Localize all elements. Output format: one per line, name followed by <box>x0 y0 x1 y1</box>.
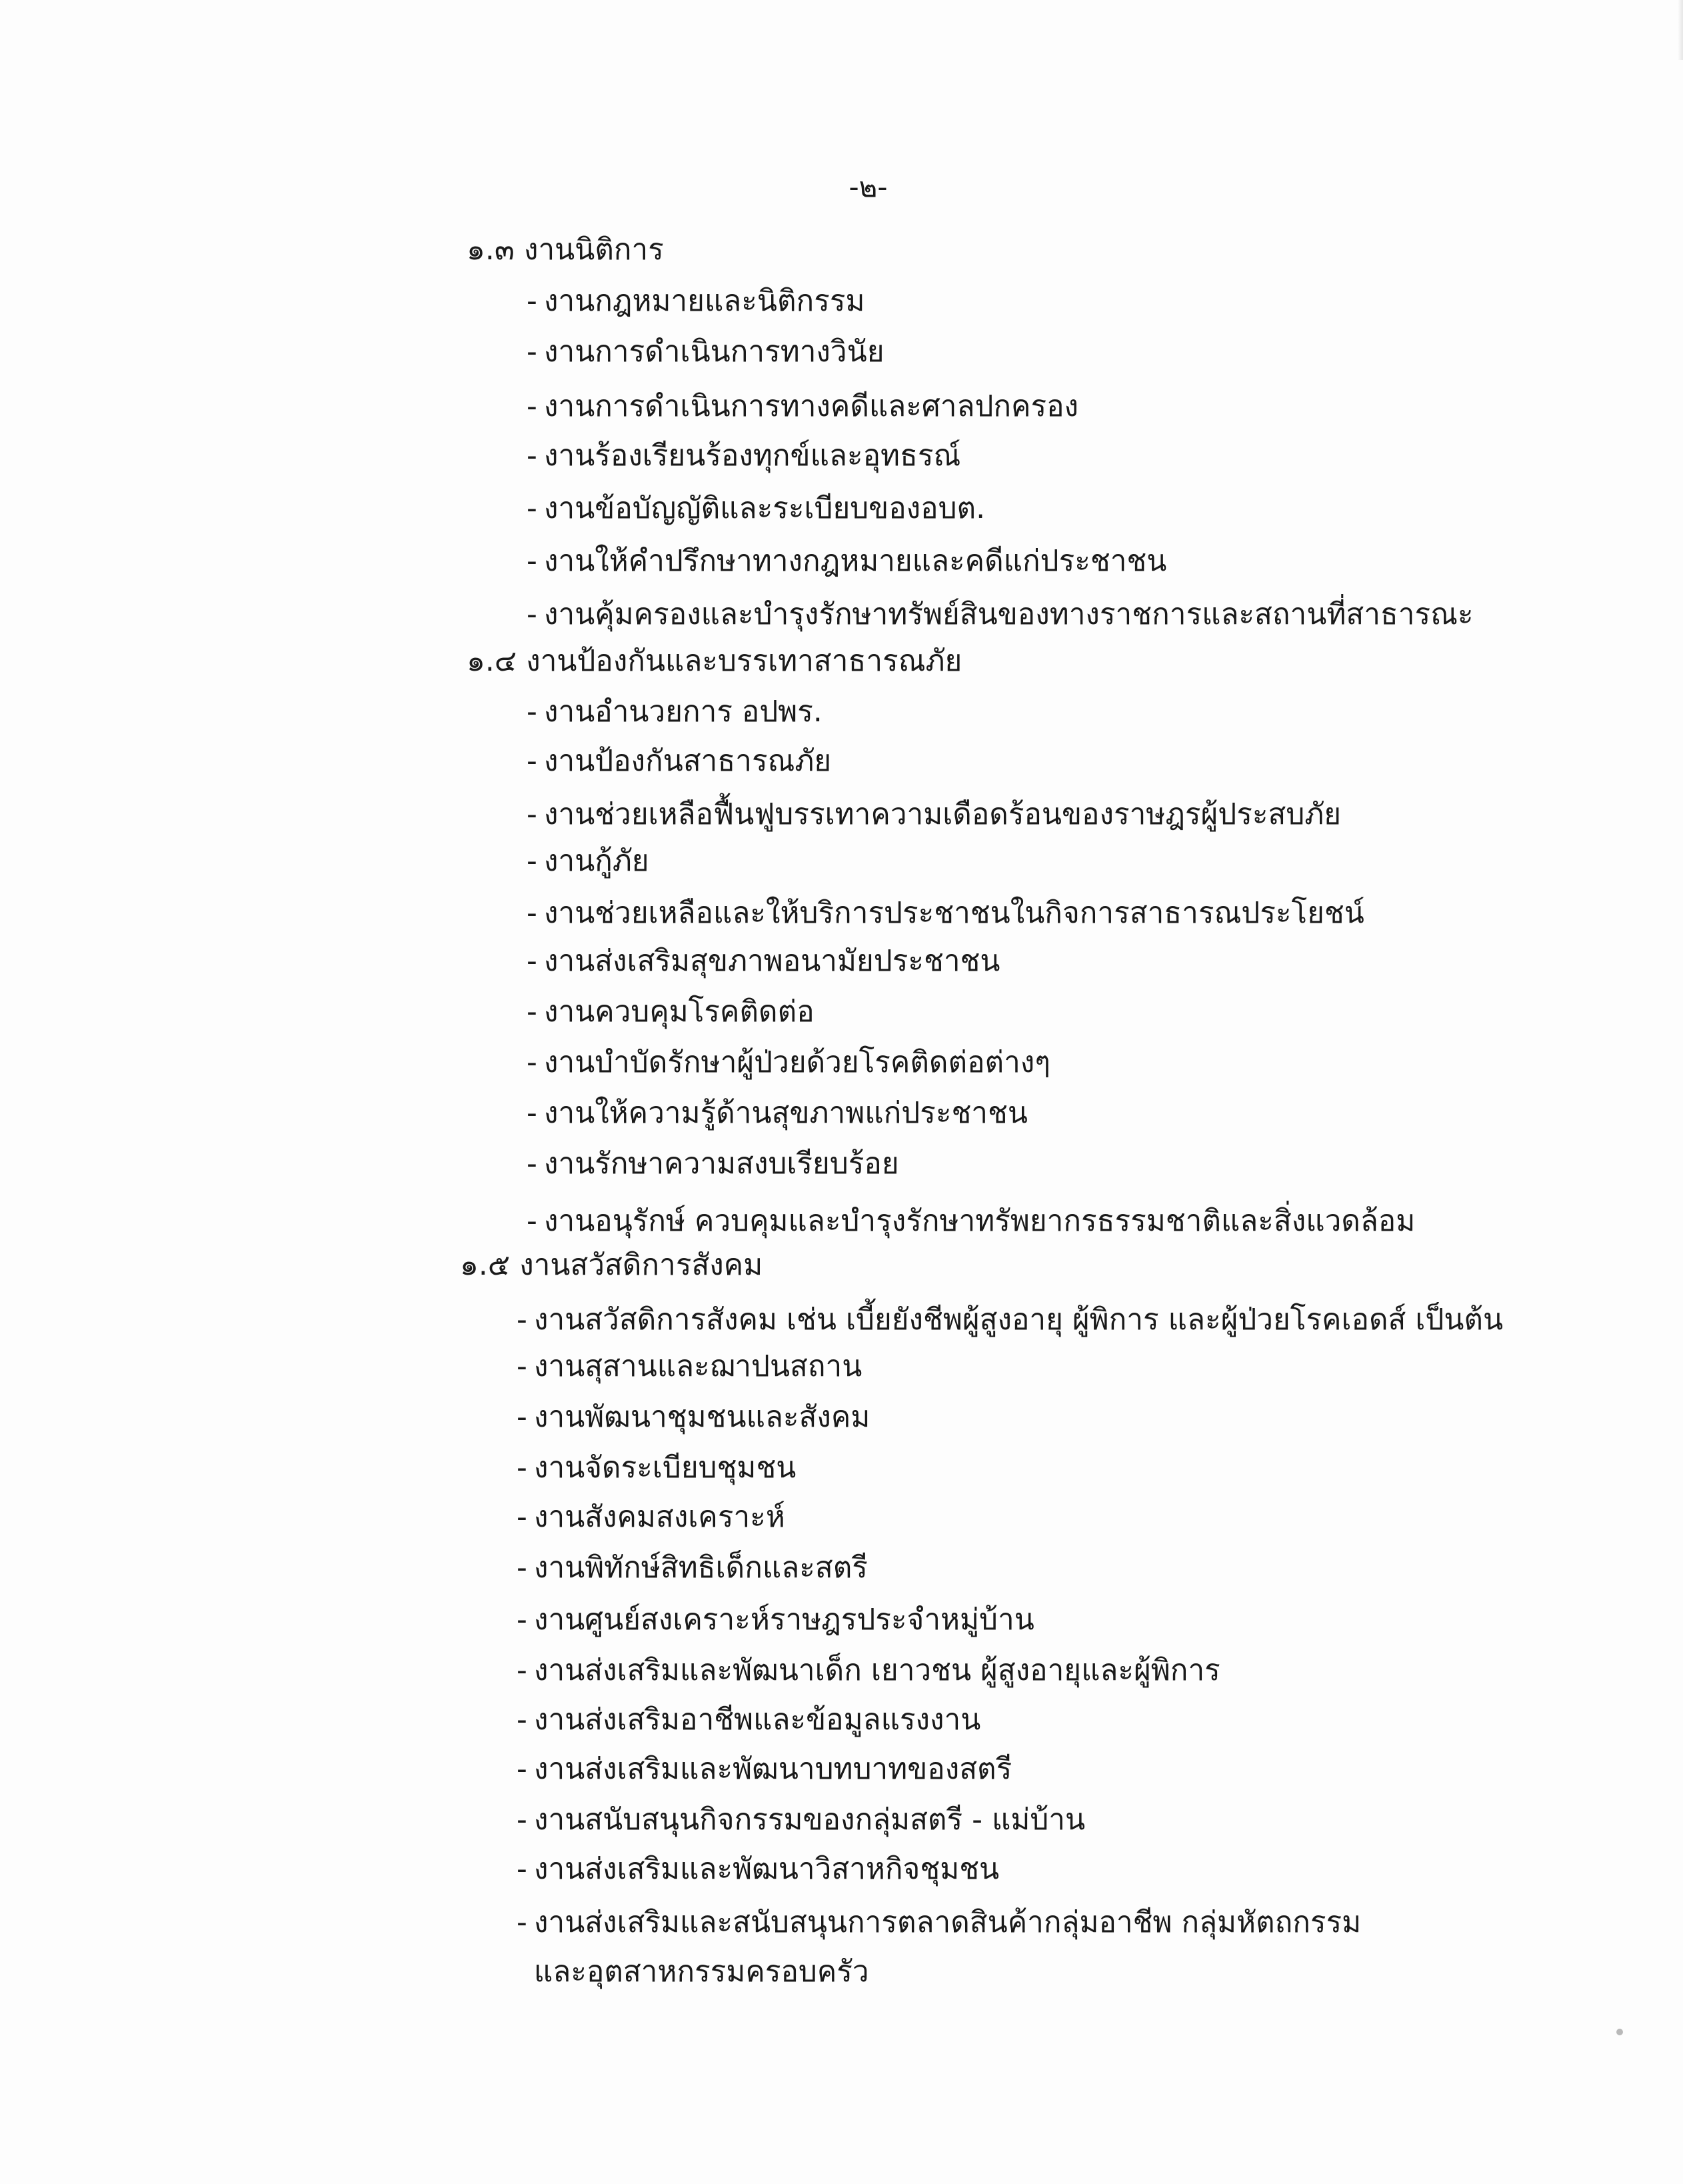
section-heading-1-4: ๑.๔ งานป้องกันและบรรเทาสาธารณภัย <box>467 644 962 678</box>
list-item: - งานส่งเสริมและพัฒนาบทบาทของสตรี <box>517 1752 1012 1786</box>
list-item: - งานส่งเสริมและพัฒนาเด็ก เยาวชน ผู้สูงอายุและผู้พิการ <box>517 1653 1220 1687</box>
list-item: - งานสังคมสงเคราะห์ <box>517 1500 785 1534</box>
list-item-continuation: และอุตสาหกรรมครอบครัว <box>534 1955 869 1989</box>
list-item: - งานควบคุมโรคติดต่อ <box>527 995 815 1029</box>
list-item: - งานคุ้มครองและบำรุงรักษาทรัพย์สินของทางราชการและสถานที่สาธารณะ <box>527 597 1474 631</box>
list-item: - งานอนุรักษ์ ควบคุมและบำรุงรักษาทรัพยากรธรรมชาติและสิ่งแวดล้อม <box>527 1204 1416 1238</box>
list-item: - งานให้คำปรึกษาทางกฎหมายและคดีแก่ประชาชน <box>527 544 1167 578</box>
list-item: - งานสนับสนุนกิจกรรมของกลุ่มสตรี - แม่บ้าน <box>517 1803 1086 1837</box>
list-item: - งานช่วยเหลือฟื้นฟูบรรเทาความเดือดร้อนของราษฎรผู้ประสบภัย <box>527 797 1342 831</box>
list-item: - งานศูนย์สงเคราะห์ราษฎรประจำหมู่บ้าน <box>517 1603 1034 1637</box>
list-item: - งานส่งเสริมอาชีพและข้อมูลแรงงาน <box>517 1703 981 1737</box>
list-item: - งานการดำเนินการทางคดีและศาลปกครอง <box>527 389 1079 423</box>
list-item: - งานบำบัดรักษาผู้ป่วยด้วยโรคติดต่อต่างๆ <box>527 1045 1050 1079</box>
list-item: - งานกู้ภัย <box>527 844 649 878</box>
list-item: - งานพัฒนาชุมชนและสังคม <box>517 1400 870 1434</box>
list-item: - งานส่งเสริมสุขภาพอนามัยประชาชน <box>527 944 1000 978</box>
list-item: - งานส่งเสริมและสนับสนุนการตลาดสินค้ากลุ่มอาชีพ กลุ่มหัตถกรรม <box>517 1905 1362 1939</box>
section-heading-1-5: ๑.๕ งานสวัสดิการสังคม <box>460 1248 763 1282</box>
list-item: - งานพิทักษ์สิทธิเด็กและสตรี <box>517 1551 868 1585</box>
list-item: - งานอำนวยการ อปพร. <box>527 695 823 729</box>
list-item: - งานสวัสดิการสังคม เช่น เบี้ยยังชีพผู้สูงอายุ ผู้พิการ และผู้ป่วยโรคเอดส์ เป็นต้น <box>517 1303 1504 1337</box>
list-item: - งานสุสานและฌาปนสถาน <box>517 1349 862 1383</box>
list-item: - งานรักษาความสงบเรียบร้อย <box>527 1147 899 1181</box>
list-item: - งานช่วยเหลือและให้บริการประชาชนในกิจการสาธารณประโยชน์ <box>527 896 1364 930</box>
scan-edge-shadow <box>1678 0 1683 60</box>
list-item: - งานจัดระเบียบชุมชน <box>517 1451 797 1485</box>
list-item: - งานกฎหมายและนิติกรรม <box>527 284 865 318</box>
page-number: -๒- <box>848 171 888 203</box>
list-item: - งานการดำเนินการทางวินัย <box>527 335 884 369</box>
section-heading-1-3: ๑.๓ งานนิติการ <box>467 233 664 267</box>
list-item: - งานป้องกันสาธารณภัย <box>527 744 832 778</box>
list-item: - งานร้องเรียนร้องทุกข์และอุทธรณ์ <box>527 439 961 473</box>
list-item: - งานข้อบัญญัติและระเบียบของอบต. <box>527 491 986 525</box>
scan-speck <box>1616 2029 1623 2035</box>
list-item: - งานส่งเสริมและพัฒนาวิสาหกิจชุมชน <box>517 1852 1000 1886</box>
list-item: - งานให้ความรู้ด้านสุขภาพแก่ประชาชน <box>527 1096 1028 1130</box>
